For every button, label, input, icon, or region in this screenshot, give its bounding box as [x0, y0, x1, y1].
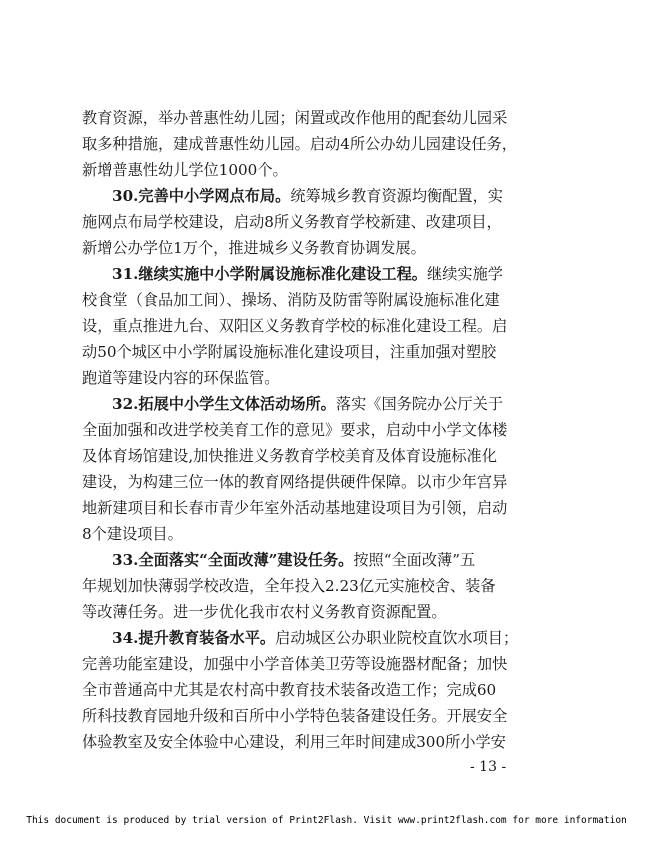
body-line-16: 地新建项目和长春市青少年室外活动基地建设项目为引领，启动	[82, 499, 508, 517]
section-32-text: 落实《国务院办公厅关于	[335, 395, 503, 413]
body-line-23: 全市普通高中尤其是农村高中教育技术装备改造工作；完成60	[82, 681, 497, 699]
body-line-10: 动50个城区中小学附属设施标准化建设项目，注重加强对塑胶	[82, 343, 497, 361]
section-31-line-1	[112, 264, 503, 284]
body-line-2: 取多种措施，建成普惠性幼儿园。启动4所公办幼儿园建设任务，	[82, 135, 517, 153]
section-34-line-1	[112, 628, 518, 648]
section-33-text: 按照“全面改薄”五	[353, 551, 476, 569]
body-line-8: 校食堂（食品加工间）、操场、消防及防雷等附属设施标准化建	[82, 291, 500, 309]
body-line-20: 等改薄任务。进一步优化我市农村义务教育资源配置。	[82, 603, 447, 621]
section-32-heading: 32.拓展中小学生文体活动场所。	[112, 395, 336, 413]
section-33-heading: 33.全面落实“全面改薄”建设任务。	[112, 551, 354, 569]
body-line-3: 新增普惠性幼儿学位1000个。	[82, 161, 288, 179]
body-line-1: 教育资源，举办普惠性幼儿园；闲置或改作他用的配套幼儿园采	[82, 109, 508, 127]
page-number: - 13 -	[470, 759, 507, 775]
body-line-22: 完善功能室建设，加强中小学音体美卫劳等设施器材配备；加快	[82, 655, 508, 673]
body-line-6: 新增公办学位1万个，推进城乡义务教育协调发展。	[82, 239, 426, 257]
section-30-line-1	[112, 186, 503, 206]
body-line-5: 施网点布局学校建设，启动8所义务教育学校新建、改建项目，	[82, 213, 502, 231]
body-line-14: 及体育场馆建设,加快推进义务教育学校美育及体育设施标准化	[82, 447, 497, 465]
section-30-text: 统筹城乡教育资源均衡配置，实	[290, 187, 503, 205]
body-line-13: 全面加强和改进学校美育工作的意见》要求，启动中小学文体楼	[82, 421, 508, 439]
body-line-25: 体验教室及安全体验中心建设，利用三年时间建成300所小学安	[82, 733, 506, 751]
trial-notice: This document is produced by trial version of Print2Flash. Visit www.print2flash.com for more information	[26, 815, 627, 826]
section-33-line-1	[112, 550, 475, 570]
body-line-17: 8个建设项目。	[82, 525, 183, 543]
body-line-19: 年规划加快薄弱学校改造，全年投入2.23亿元实施校舍、装备	[82, 577, 496, 595]
section-31-heading: 31.继续实施中小学附属设施标准化建设工程。	[112, 265, 427, 283]
section-30-heading: 30.完善中小学网点布局。	[112, 187, 291, 205]
section-34-text: 启动城区公办职业院校直饮水项目；	[275, 629, 519, 647]
body-line-15: 建设，为构建三位一体的教育网络提供硬件保障。以市少年宫异	[82, 473, 508, 491]
body-line-24: 所科技教育园地升级和百所中小学特色装备建设任务。开展安全	[82, 707, 508, 725]
body-line-11: 跑道等建设内容的环保监管。	[82, 369, 280, 387]
section-34-heading: 34.提升教育装备水平。	[112, 629, 276, 647]
body-line-9: 设，重点推进九台、双阳区义务教育学校的标准化建设工程。启	[82, 317, 508, 335]
section-31-text: 继续实施学	[427, 265, 503, 283]
section-32-line-1	[112, 394, 503, 414]
